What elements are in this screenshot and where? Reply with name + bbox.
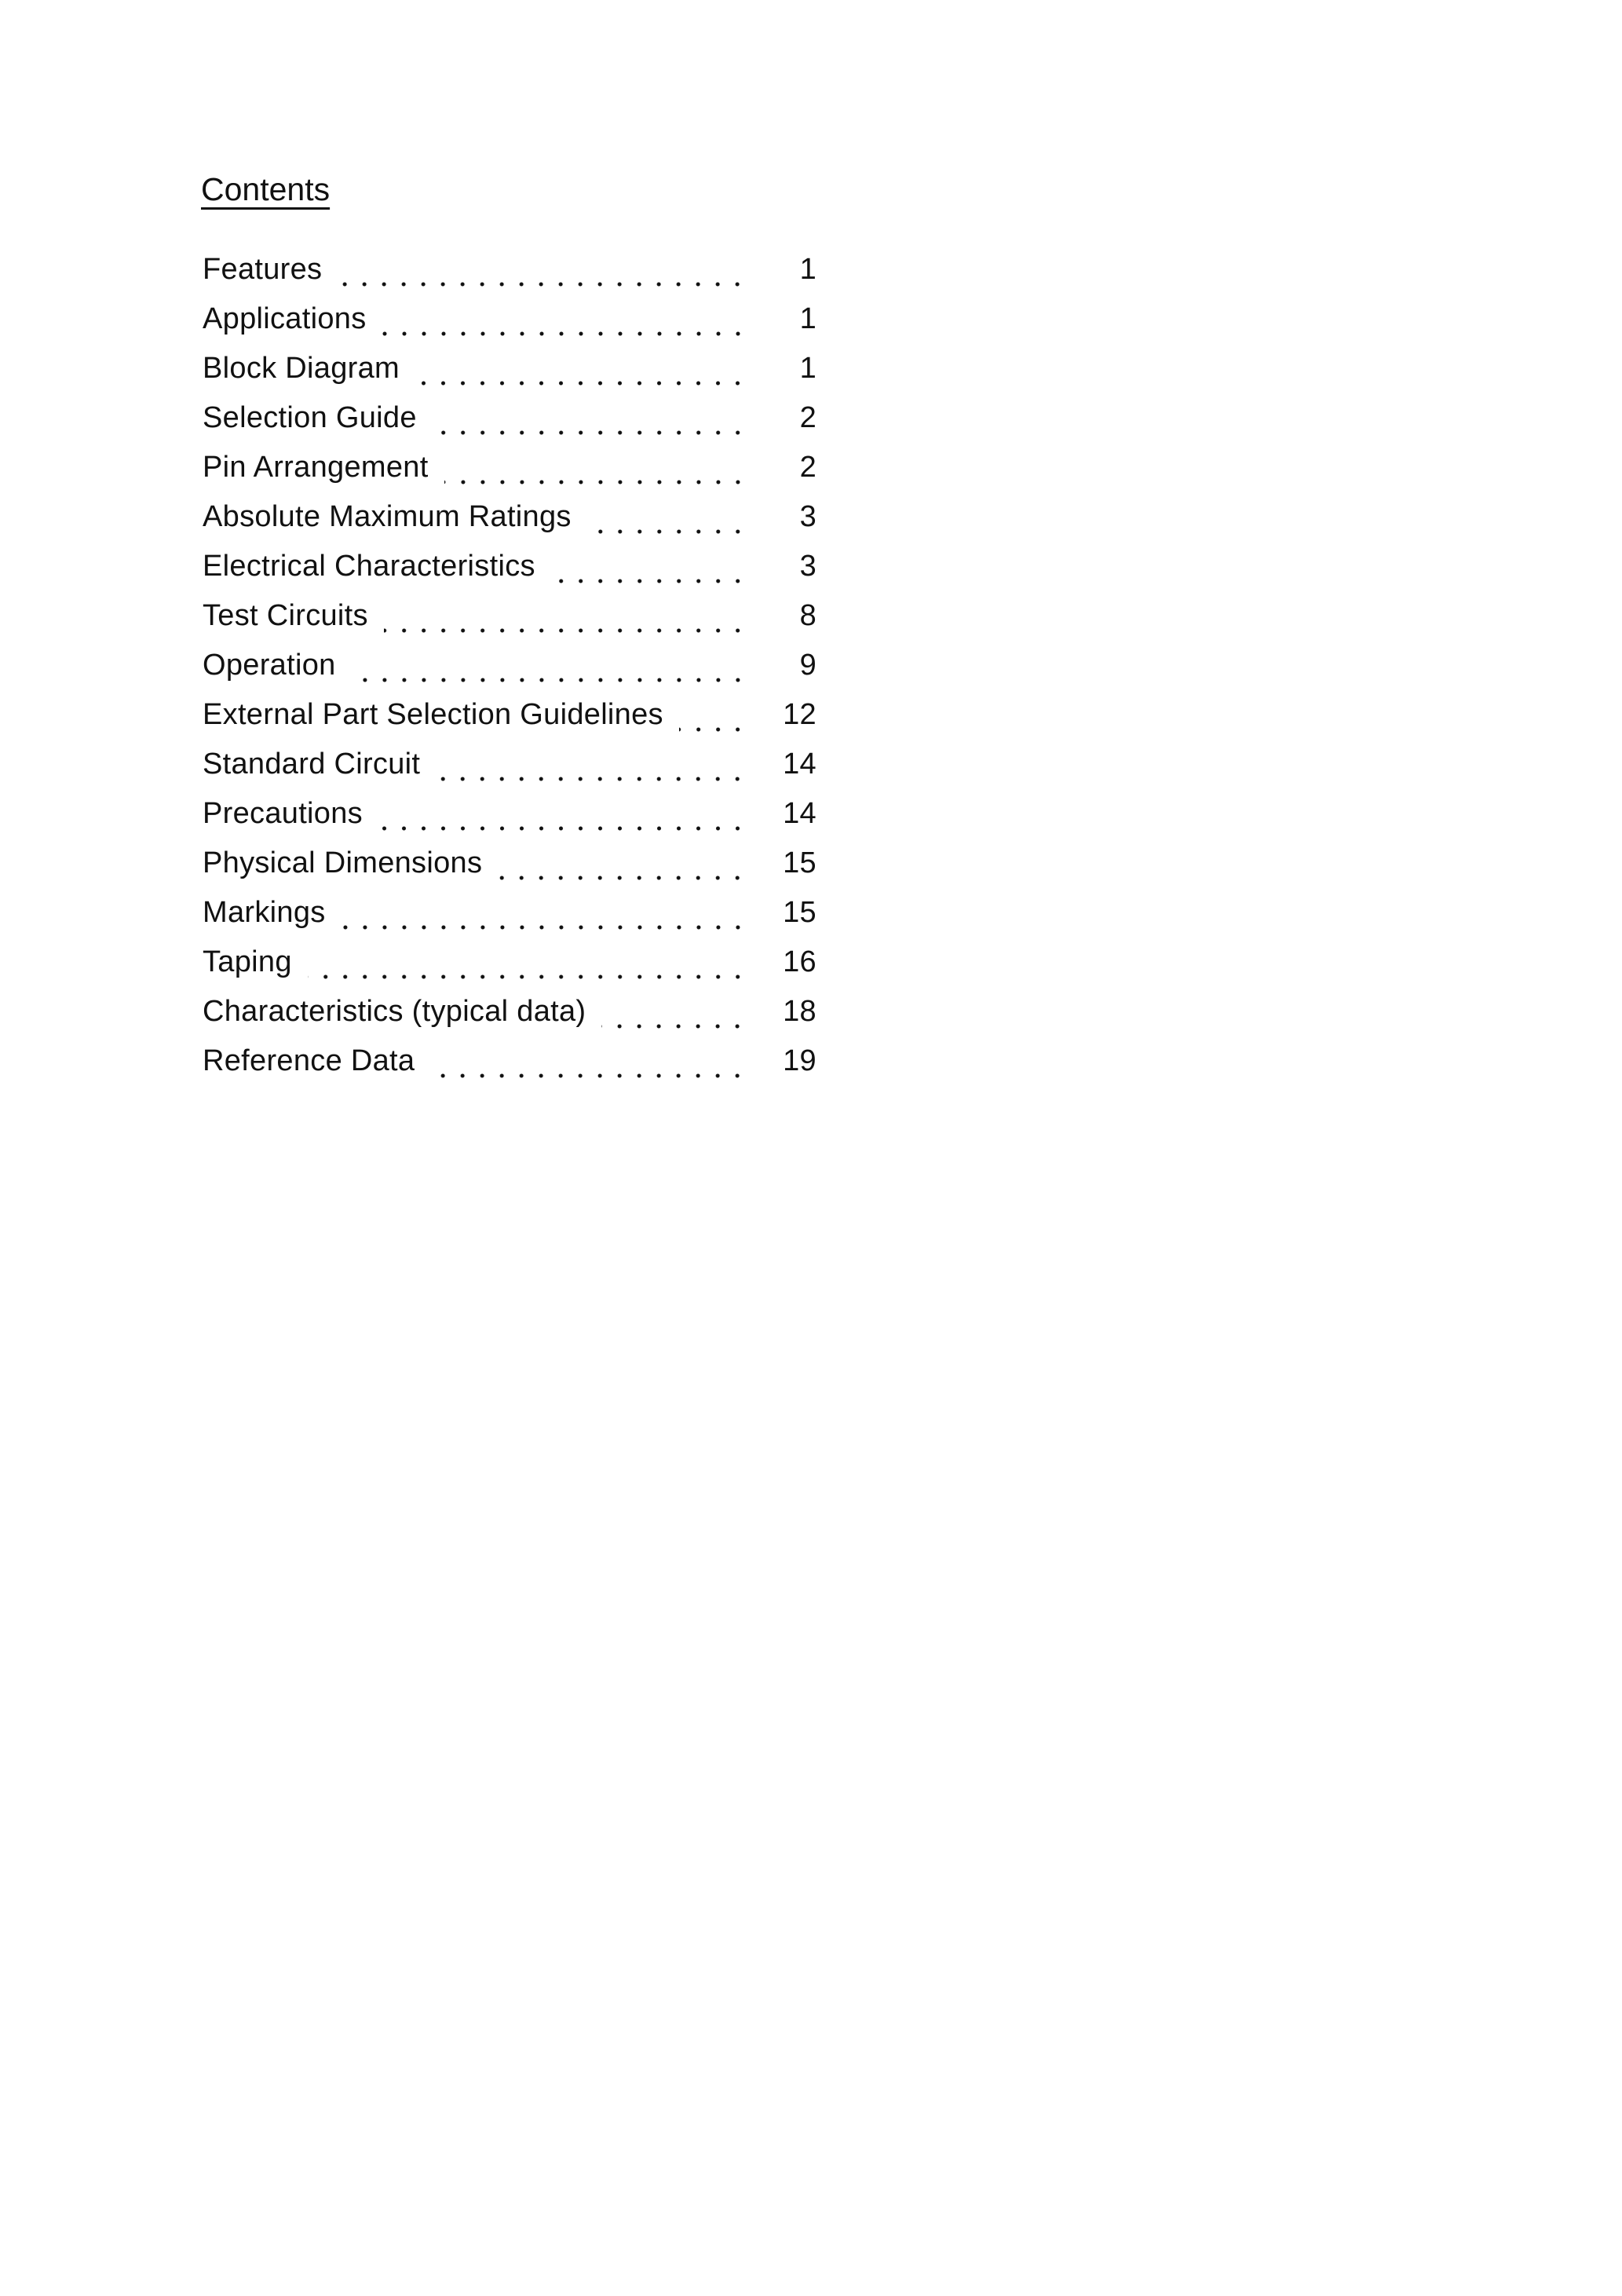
toc-entry-page: 12 xyxy=(783,698,816,731)
toc-entry-label: Standard Circuit xyxy=(203,748,421,781)
toc-entry[interactable] xyxy=(203,649,816,698)
toc-entry[interactable] xyxy=(203,401,816,451)
toc-entry-label: Electrical Characteristics xyxy=(203,550,535,583)
toc-entry-page: 3 xyxy=(799,500,816,533)
leader-dots xyxy=(382,331,748,336)
toc-entry[interactable] xyxy=(203,599,816,649)
toc-entry-label: Precautions xyxy=(203,797,363,830)
leader-dots xyxy=(601,1024,747,1029)
toc-entry[interactable] xyxy=(203,451,816,500)
toc-entry-page: 15 xyxy=(783,896,816,929)
toc-entry-label: Block Diagram xyxy=(203,352,400,385)
toc-entry-page: 2 xyxy=(799,451,816,484)
toc-entry-label: Applications xyxy=(203,302,367,335)
leader-dots xyxy=(342,925,747,930)
toc-entry[interactable] xyxy=(203,302,816,352)
leader-dots xyxy=(436,777,747,781)
toc-entry[interactable] xyxy=(203,500,816,550)
toc-entry-label: Reference Data xyxy=(203,1044,415,1077)
leader-dots xyxy=(551,579,747,583)
toc-entry-label: Features xyxy=(203,253,323,286)
toc-entry[interactable] xyxy=(203,797,816,846)
toc-entry-page: 8 xyxy=(799,599,816,632)
toc-entry[interactable] xyxy=(203,550,816,599)
toc-entry-label: Taping xyxy=(203,945,292,978)
toc-entry-page: 9 xyxy=(799,649,816,682)
leader-dots xyxy=(338,282,747,287)
toc-entry-label: Absolute Maximum Ratings xyxy=(203,500,572,533)
toc-entry-label: Operation xyxy=(203,649,336,682)
toc-entry-label: Test Circuits xyxy=(203,599,368,632)
toc-entry-page: 1 xyxy=(799,302,816,335)
leader-dots xyxy=(498,876,747,880)
toc-entry-page: 1 xyxy=(799,253,816,286)
toc-entry-label: Markings xyxy=(203,896,326,929)
table-of-contents xyxy=(203,253,816,1094)
toc-entry-label: Selection Guide xyxy=(203,401,417,434)
toc-entry[interactable] xyxy=(203,945,816,995)
toc-entry-page: 2 xyxy=(799,401,816,434)
toc-entry-label: Pin Arrangement xyxy=(203,451,429,484)
toc-entry-page: 15 xyxy=(783,846,816,879)
toc-entry-label: External Part Selection Guidelines xyxy=(203,698,663,731)
toc-entry[interactable] xyxy=(203,253,816,302)
toc-entry-page: 14 xyxy=(783,797,816,830)
toc-entry-label: Physical Dimensions xyxy=(203,846,483,879)
leader-dots xyxy=(587,529,747,534)
leader-dots xyxy=(679,727,747,732)
leader-dots xyxy=(384,628,747,633)
toc-entry[interactable] xyxy=(203,698,816,748)
contents-heading: Contents xyxy=(201,171,331,207)
toc-entry-page: 16 xyxy=(783,945,816,978)
toc-entry[interactable] xyxy=(203,896,816,945)
toc-entry-label: Characteristics (typical data) xyxy=(203,995,586,1028)
toc-entry[interactable] xyxy=(203,1044,816,1094)
leader-dots xyxy=(444,480,747,484)
toc-entry-page: 3 xyxy=(799,550,816,583)
toc-entry-page: 19 xyxy=(783,1044,816,1077)
toc-entry[interactable] xyxy=(203,846,816,896)
leader-dots xyxy=(308,974,747,979)
toc-entry[interactable] xyxy=(203,748,816,797)
leader-dots xyxy=(433,430,747,435)
toc-entry[interactable] xyxy=(203,352,816,401)
toc-entry-page: 18 xyxy=(783,995,816,1028)
toc-entry-page: 14 xyxy=(783,748,816,781)
leader-dots xyxy=(430,1073,747,1078)
toc-entry-page: 1 xyxy=(799,352,816,385)
leader-dots xyxy=(415,381,747,386)
leader-dots xyxy=(352,678,747,682)
leader-dots xyxy=(378,826,747,831)
toc-entry[interactable] xyxy=(203,995,816,1044)
